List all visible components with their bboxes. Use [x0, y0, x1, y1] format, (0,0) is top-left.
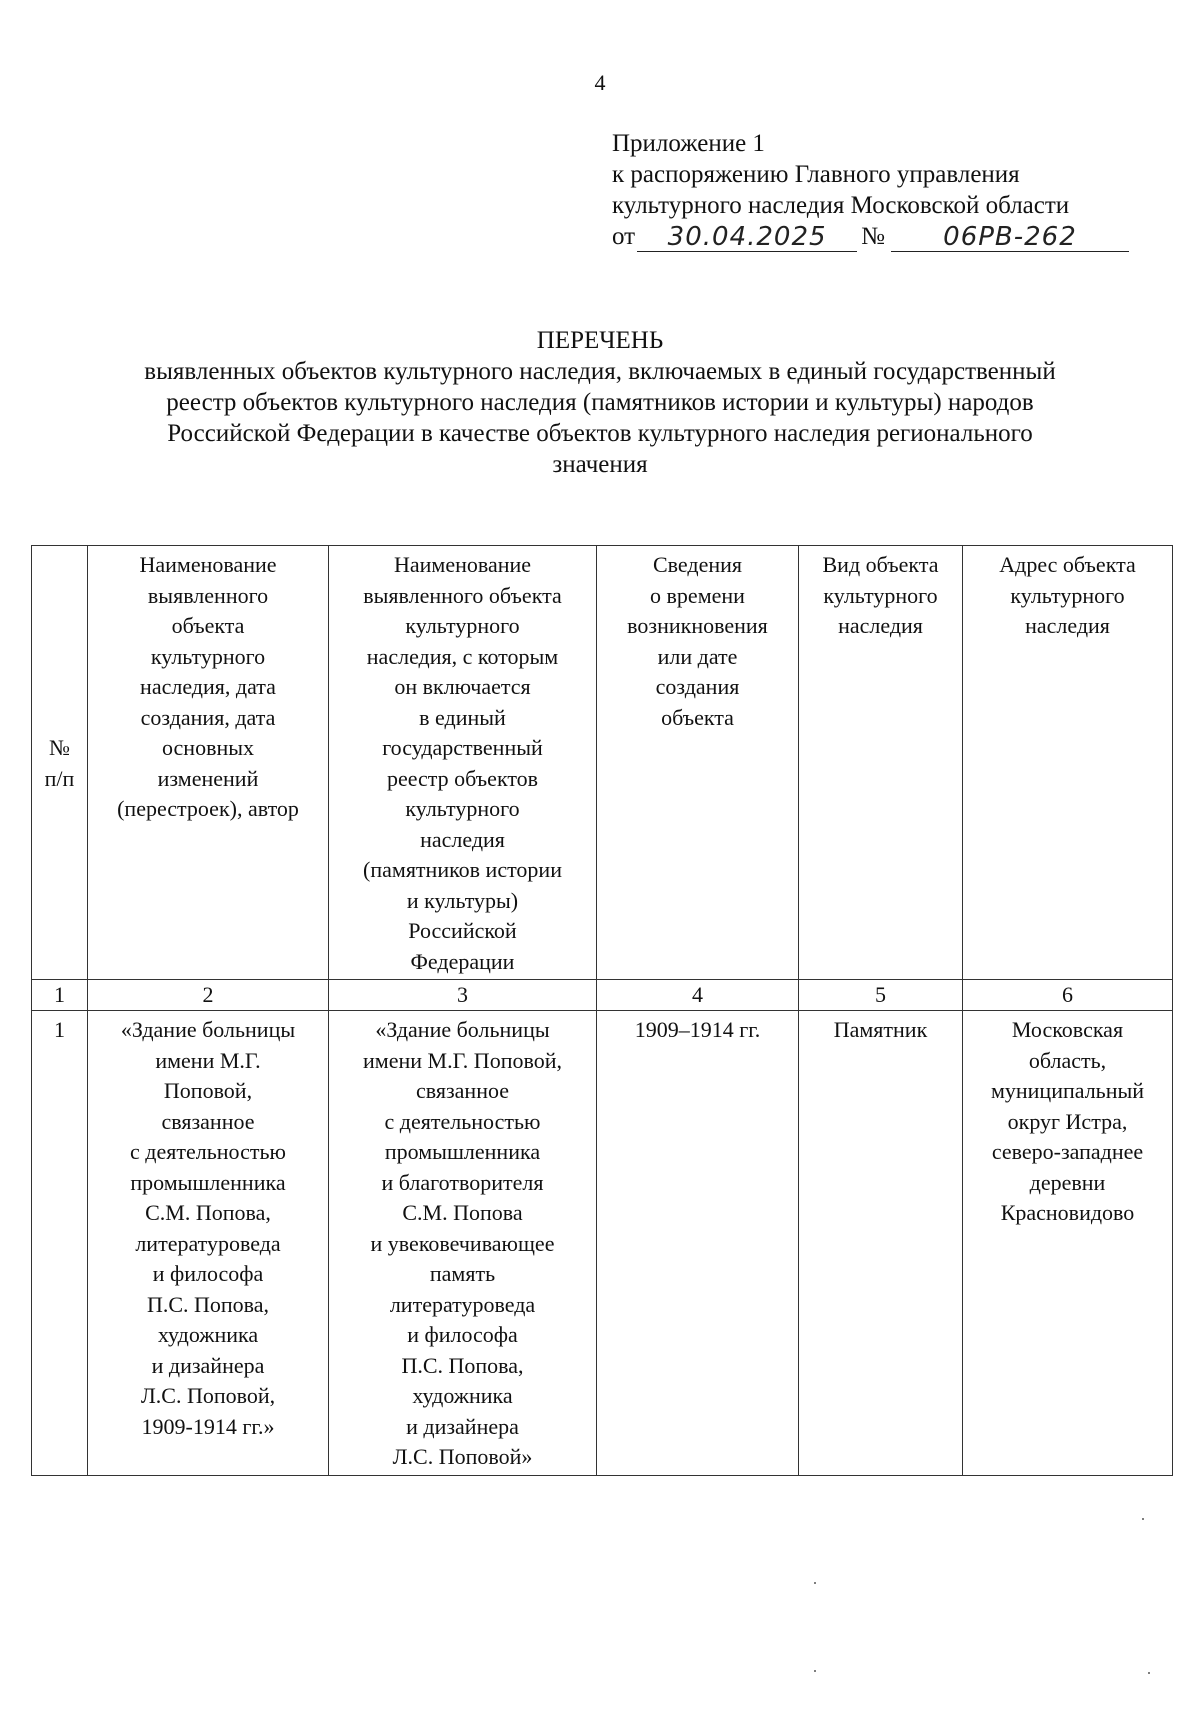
scan-speck	[814, 1670, 816, 1672]
column-index: 1	[32, 980, 88, 1011]
row-time	[597, 1011, 799, 1476]
header-num	[32, 546, 88, 980]
appendix-title: Приложение 1	[612, 130, 765, 157]
scan-speck	[1142, 1518, 1144, 1520]
page-number: 4	[594, 70, 606, 95]
number-sign: №	[861, 223, 885, 250]
row-registry-name	[329, 1011, 597, 1476]
header-name	[88, 546, 329, 980]
column-index: 4	[597, 980, 799, 1011]
appendix-block	[612, 128, 1172, 252]
column-index: 5	[799, 980, 963, 1011]
date-prefix: от	[612, 223, 636, 250]
header-address-text: Адрес объекта культурного наследия	[999, 552, 1136, 638]
row-address	[963, 1011, 1173, 1476]
header-type	[799, 546, 963, 980]
table-row	[32, 1011, 1173, 1476]
column-index-row	[32, 980, 1173, 1011]
row-num-text: 1	[54, 1017, 65, 1042]
appendix-authority-line: культурного наследия Московской области	[612, 192, 1070, 219]
document-heading: ПЕРЕЧЕНЬ	[536, 327, 664, 354]
appendix-order-line: к распоряжению Главного управления	[612, 161, 1020, 188]
header-time-text: Сведения о времени возникновения или дате создания объекта	[627, 552, 768, 730]
row-time-text: 1909–1914 гг.	[634, 1017, 761, 1042]
header-registry-name-text: Наименование выявленного объекта культурного наследия, с которым он включается в единый государственный реестр объектов культурного наследия (памятников истории и культуры) Российской Федерации	[363, 552, 562, 974]
row-type-text: Памятник	[833, 1017, 928, 1042]
row-address-text: Московская область, муниципальный округ Истра, северо-западнее деревни Красновидово	[990, 1017, 1145, 1225]
header-name-text: Наименование выявленного объекта культурного наследия, дата создания, дата основных изменений (перестроек), автор	[117, 552, 299, 821]
handwritten-number: 06РВ-262	[891, 223, 1129, 252]
document-title-block	[0, 325, 1200, 480]
heritage-objects-table	[31, 545, 1173, 1476]
handwritten-date: 30.04.2025	[637, 223, 857, 252]
row-registry-name-text: «Здание больницы имени М.Г. Поповой, связанное с деятельностью промышленника и благотворителя С.М. Попова и увековечивающее память литературоведа и философа П.С. Попова, художника и дизайнера Л.С. Поповой»	[363, 1017, 562, 1469]
header-num-text: № п/п	[44, 735, 75, 791]
row-num	[32, 1011, 88, 1476]
header-time	[597, 546, 799, 980]
header-address	[963, 546, 1173, 980]
header-registry-name	[329, 546, 597, 980]
row-type	[799, 1011, 963, 1476]
scan-speck	[1148, 1672, 1150, 1674]
scan-speck	[814, 1582, 816, 1584]
row-name-text: «Здание больницы имени М.Г. Поповой, связанное с деятельностью промышленника С.М. Попова, литературоведа и философа П.С. Попова, художника и дизайнера Л.С. Поповой, 1909-1914 гг.»	[120, 1017, 296, 1439]
column-index: 6	[963, 980, 1173, 1011]
row-name	[88, 1011, 329, 1476]
column-index: 3	[329, 980, 597, 1011]
appendix-date-number-line	[612, 221, 1172, 252]
document-subtitle: выявленных объектов культурного наследия, включаемых в единый государственный реестр объектов культурного наследия (памятников истории и культуры) народов Российской Федерации в качестве объектов культурного наследия регионального значения	[144, 358, 1056, 478]
column-index: 2	[88, 980, 329, 1011]
header-type-text: Вид объекта культурного наследия	[822, 552, 939, 638]
table-header-row	[32, 546, 1173, 980]
